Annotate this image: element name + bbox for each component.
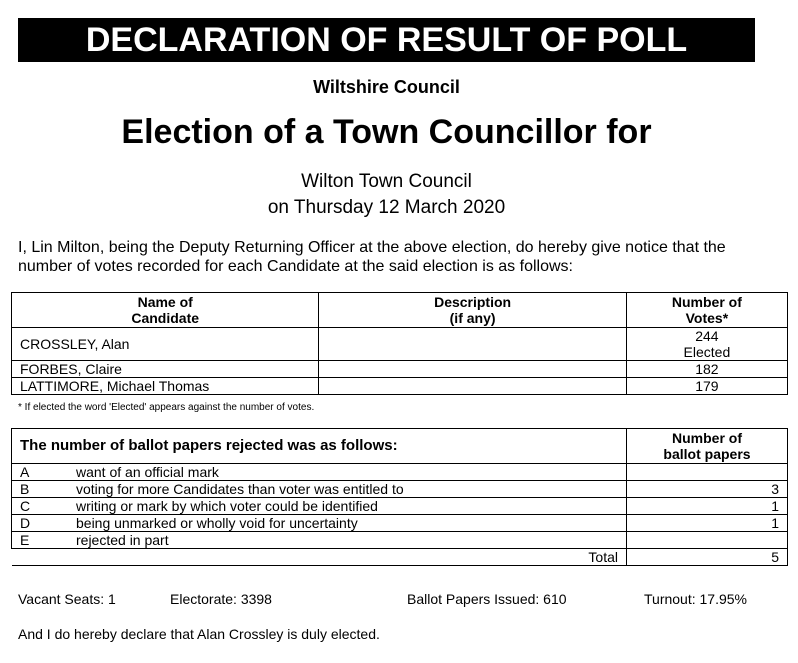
votes-footnote: * If elected the word 'Elected' appears against the number of votes. [18,402,315,413]
rejected-header-row [12,429,788,464]
council-name: Wiltshire Council [313,77,460,97]
results-table [11,292,788,395]
header-description: Description (if any) [319,293,626,328]
candidate-row [12,328,788,361]
candidate-description [319,328,626,361]
electorate: Electorate: 3398 [170,591,272,607]
rejected-count [627,464,788,481]
rejected-code: A [12,464,69,481]
results-header-row [12,293,788,328]
rejected-reason: want of an official mark [68,464,627,481]
elected-label: Elected [683,344,731,360]
candidate-description [319,361,626,378]
rejected-row [12,464,788,481]
candidate-name: LATTIMORE, Michael Thomas [12,378,319,395]
banner-title: DECLARATION OF RESULT OF POLL [18,18,755,62]
candidate-row [12,361,788,378]
candidate-description [319,378,626,395]
candidate-name: CROSSLEY, Alan [12,328,319,361]
candidate-name: FORBES, Claire [12,361,319,378]
candidate-row [12,378,788,395]
town-council-name: Wilton Town Council [301,171,472,192]
rejected-header: The number of ballot papers rejected was as follows: [12,429,627,464]
rejected-count: 3 [627,481,788,498]
candidate-votes: 244 Elected [626,328,787,361]
candidate-votes: 182 [626,361,787,378]
election-title: Election of a Town Councillor for [121,113,652,151]
rejected-total-row [12,549,788,566]
turnout: Turnout: 17.95% [644,591,747,607]
rejected-table [11,428,788,566]
rejected-count [627,532,788,549]
rejected-row [12,532,788,549]
total-label: Total [12,549,627,566]
total-value: 5 [627,549,788,566]
rejected-code: D [12,515,69,532]
ballot-papers-issued: Ballot Papers Issued: 610 [407,591,567,607]
rejected-reason: rejected in part [68,532,627,549]
rejected-code: C [12,498,69,515]
rejected-count: 1 [627,515,788,532]
rejected-code: E [12,532,69,549]
header-votes: Number of Votes* [626,293,787,328]
election-date: on Thursday 12 March 2020 [267,197,506,218]
rejected-count: 1 [627,498,788,515]
notice-text: I, Lin Milton, being the Deputy Returning Officer at the above election, do hereby give notice that the number of votes recorded for each Candidate at the said election is as follows: [18,239,726,275]
rejected-row [12,481,788,498]
rejected-reason: being unmarked or wholly void for uncertainty [68,515,627,532]
vacant-seats: Vacant Seats: 1 [18,591,116,607]
rejected-count-header: Number of ballot papers [627,429,788,464]
rejected-row [12,515,788,532]
rejected-code: B [12,481,69,498]
candidate-votes: 179 [626,378,787,395]
rejected-row [12,498,788,515]
header-name: Name of Candidate [12,293,319,328]
declaration-text: And I do hereby declare that Alan Crossley is duly elected. [18,626,380,642]
rejected-reason: writing or mark by which voter could be identified [68,498,627,515]
rejected-reason: voting for more Candidates than voter was entitled to [68,481,627,498]
